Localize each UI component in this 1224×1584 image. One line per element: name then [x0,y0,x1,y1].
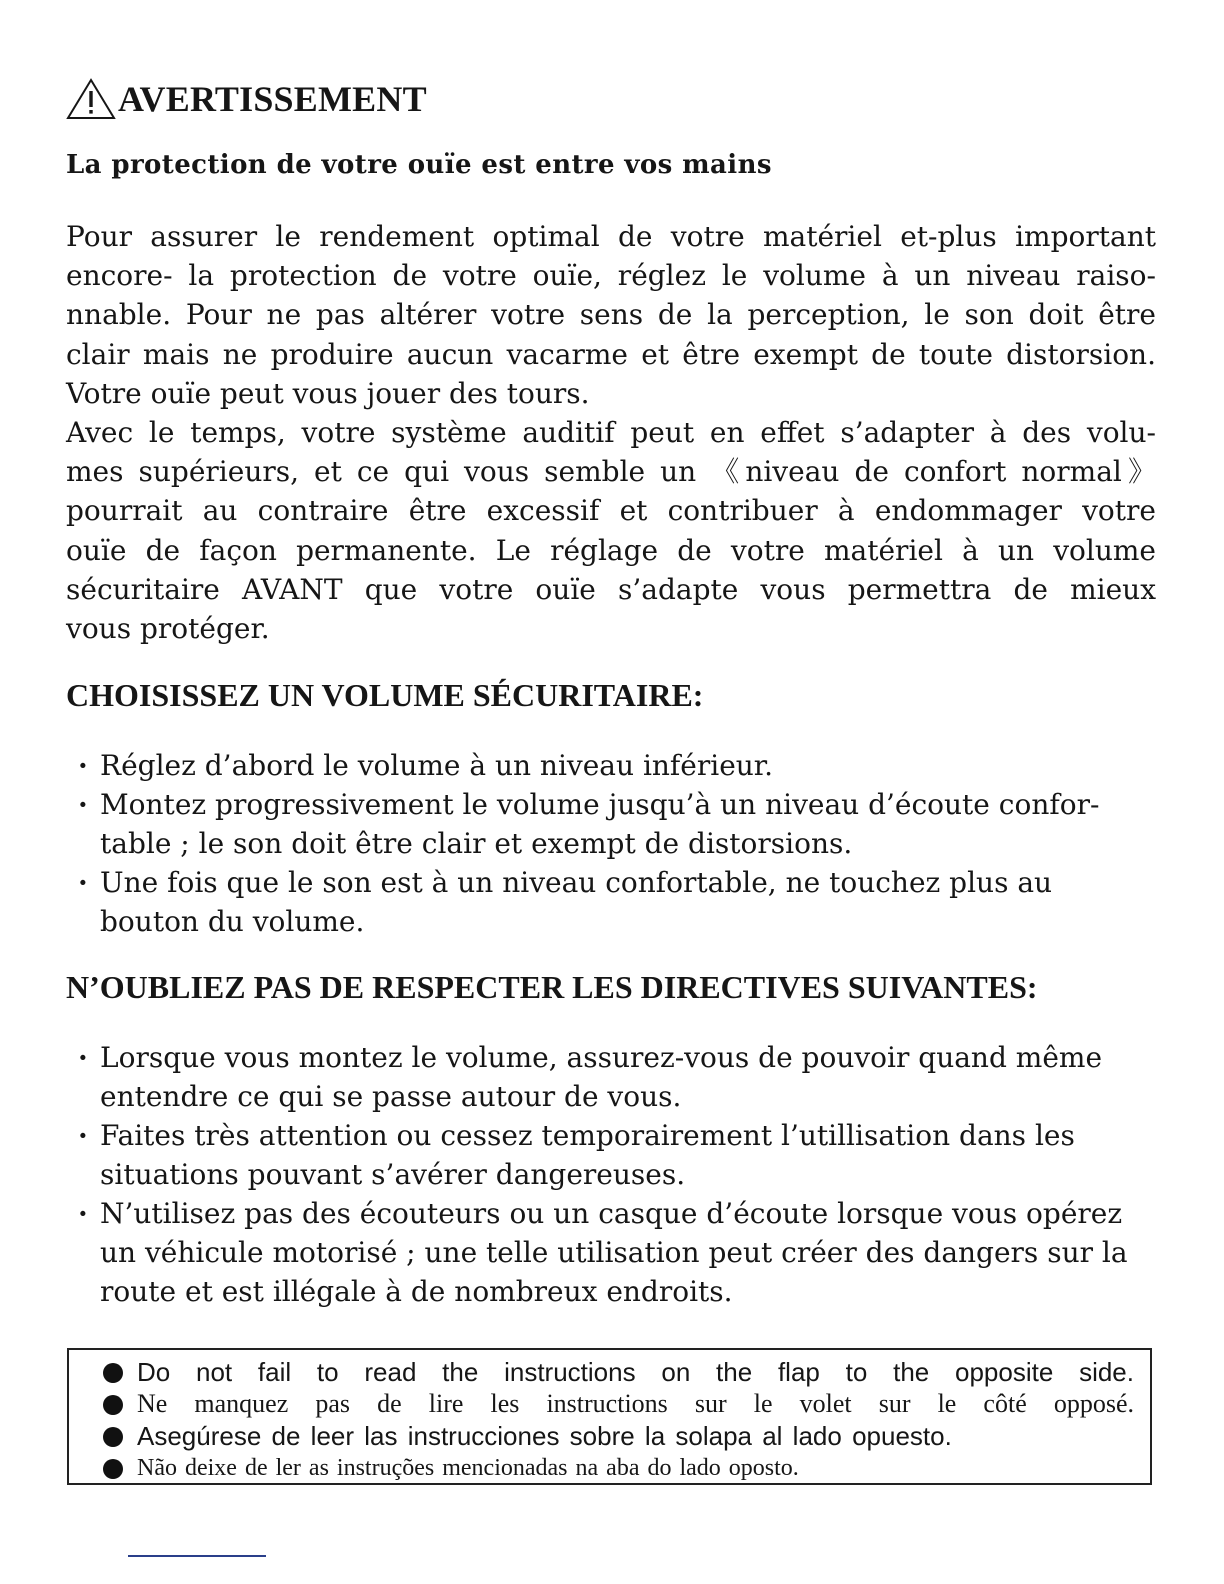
filled-circle-icon [103,1395,123,1415]
list-item-text: Lorsque vous montez le volume, assurez-vous de pouvoir quand même entendre ce qui se passe autour de vous. [100,1041,1103,1113]
section-heading-directives: N’OUBLIEZ PAS DE RESPECTER LES DIRECTIVES SUIVANTES: [66,969,1038,1005]
intro-line: sécuritaire AVANT que votre ouïe s’adapte vous permettra de mieux [66,572,1156,606]
filled-circle-icon [103,1363,123,1383]
bullet-dot-icon: · [78,1197,88,1230]
notice-row-english [69,1356,1150,1388]
notice-row-portuguese [69,1452,1150,1484]
warning-title-text: AVERTISSEMENT [118,79,427,119]
intro-line: Pour assurer le rendement optimal de votre matériel et-plus important [66,220,1156,253]
bullet-dot-icon: · [78,1119,88,1152]
intro-line: encore- la protection de votre ouïe, réglez le volume à un niveau raiso- [66,259,1156,293]
list-item-text: Une fois que le son est à un niveau confortable, ne touchez plus au bouton du volume. [100,866,1053,938]
list-item-text: N’utilisez pas des écouteurs ou un casque d’écoute lorsque vous opérez un véhicule motorisé ; une telle utilisation peut créer des dangers sur la route et est illégale à de nombreux endroits. [100,1197,1128,1308]
notice-row-french [69,1388,1150,1420]
list-item [66,746,1156,785]
notice-text-spanish: Asegúrese de leer las instrucciones sobre la solapa al lado opuesto. [137,1420,952,1451]
volume-instructions-list [66,746,1156,941]
intro-line: Avec le temps, votre système auditif peut en effet s’adapter à des volu- [66,416,1156,450]
list-item [66,785,1156,863]
list-item [66,1194,1156,1311]
intro-line: clair mais ne produire aucun vacarme et être exempt de toute distorsion. [66,337,1156,371]
intro-line: vous protéger. [66,612,270,646]
page-subtitle: La protection de votre ouïe est entre vos mains [66,150,772,180]
intro-line: Votre ouïe peut vous jouer des tours. [66,376,590,410]
intro-paragraph [66,217,1156,648]
section-heading-volume: CHOISISSEZ UN VOLUME SÉCURITAIRE: [66,677,704,713]
list-item-text: Faites très attention ou cessez temporairement l’utillisation dans les situations pouvant s’avérer dangereuses. [100,1119,1075,1191]
multilingual-notice-box [67,1348,1152,1485]
directives-list [66,1038,1156,1311]
list-item [66,863,1156,941]
warning-triangle-icon [66,78,116,120]
intro-line: mes supérieurs, et ce qui vous semble un 《niveau de confort normal》 [66,455,1156,489]
notice-text-portuguese: Não deixe de ler as instruções mencionadas na aba do lado oposto. [137,1454,799,1481]
notice-text-english: Do not fail to read the instructions on the flap to the opposite side. [137,1356,1134,1387]
list-item-text: Réglez d’abord le volume à un niveau inférieur. [100,749,774,782]
list-item [66,1116,1156,1194]
list-item [66,1038,1156,1116]
intro-line: nnable. Pour ne pas altérer votre sens de la perception, le son doit être [66,298,1156,332]
list-item-text: Montez progressivement le volume jusqu’à un niveau d’écoute confor- table ; le son doit être clair et exempt de distorsions. [100,788,1100,860]
bullet-dot-icon: · [78,749,88,782]
notice-text-french: Ne manquez pas de lire les instructions sur le volet sur le côté opposé. [137,1389,1134,1418]
bullet-dot-icon: · [78,788,88,821]
bullet-dot-icon: · [78,1041,88,1074]
intro-line: ouïe de façon permanente. Le réglage de votre matériel à un volume [66,533,1156,567]
footer-rule [128,1555,266,1557]
bullet-dot-icon: · [78,866,88,899]
filled-circle-icon [103,1459,123,1479]
intro-line: pourrait au contraire être excessif et contribuer à endommager votre [66,494,1156,528]
notice-row-spanish [69,1420,1150,1452]
filled-circle-icon [103,1427,123,1447]
warning-title [66,78,427,120]
